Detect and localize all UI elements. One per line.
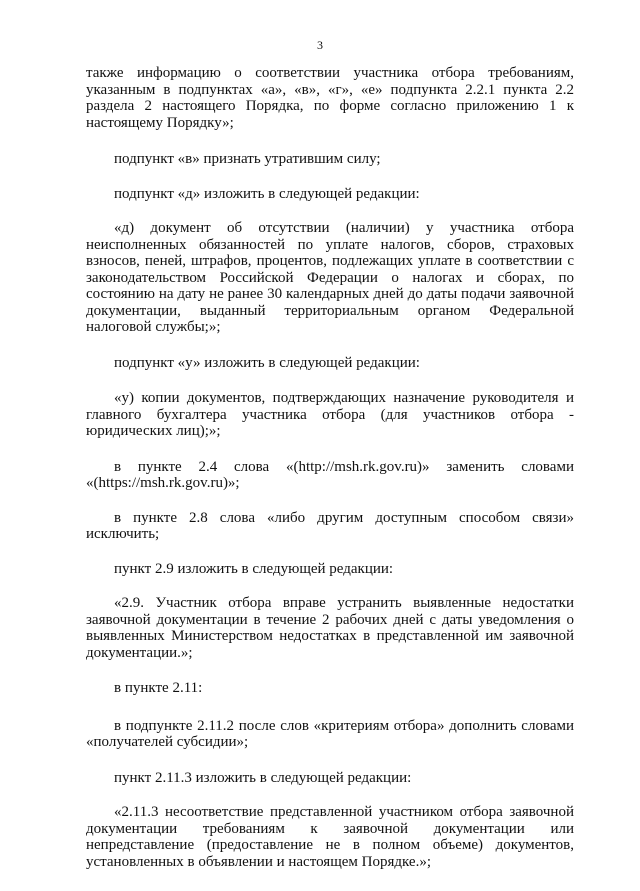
- paragraph-item-2-9-text: «2.9. Участник отбора вправе устранить выявленные недостатки заявочной документации в течение 2 рабочих дней с даты уведомления о выявленных Министерством недостатках в представленной им заявочной документации.»;: [86, 595, 574, 661]
- document-body: [86, 65, 574, 870]
- paragraph-continuation: также информацию о соответствии участника отбора требованиям, указанным в подпунктах «а», «в», «г», «е» подпункта 2.2.1 пункта 2.2 раздела 2 настоящего Порядка, по форме согласно приложению 1 к настоящему Порядку»;: [86, 65, 574, 131]
- paragraph-subitem-2-11-2: в подпункте 2.11.2 после слов «критериям отбора» дополнить словами «получателей субсидии»;: [86, 717, 574, 750]
- paragraph-item-2-8: в пункте 2.8 слова «либо другим доступным способом связи» исключить;: [86, 509, 574, 542]
- paragraph-subitem-2-11-3-intro: пункт 2.11.3 изложить в следующей редакции:: [114, 769, 412, 786]
- paragraph-item-2-9-intro: пункт 2.9 изложить в следующей редакции:: [114, 560, 394, 577]
- paragraph-subitem-d-text: «д) документ об отсутствии (наличии) у участника отбора неисполненных обязанностей по уплате налогов, сборов, страховых взносов, пеней, штрафов, процентов, подлежащих уплате в соответствии с законодательством Российской Федерации о налогах и сборах, по состоянию на дату не ранее 30 календарных дней до даты подачи заявочной документации, выданный территориальным органом Федеральной налоговой службы;»;: [86, 220, 574, 335]
- paragraph-item-2-4: в пункте 2.4 слова «(http://msh.rk.gov.ru)» заменить словами «(https://msh.rk.gov.ru)»;: [86, 458, 574, 491]
- page-number: 3: [317, 38, 323, 52]
- paragraph-subitem-u-intro: подпункт «у» изложить в следующей редакции:: [114, 354, 420, 371]
- paragraph-subitem-v: подпункт «в» признать утратившим силу;: [114, 151, 381, 167]
- paragraph-subitem-d-intro: подпункт «д» изложить в следующей редакции:: [114, 185, 420, 202]
- paragraph-item-2-11: в пункте 2.11:: [114, 680, 203, 696]
- paragraph-subitem-2-11-3-text: «2.11.3 несоответствие представленной участником отбора заявочной документации требованиям к заявочной документации или непредставление (предоставление не в полном объеме) документов, установленных в объявлении и настоящем Порядке.»;: [86, 804, 574, 870]
- paragraph-subitem-u-text: «у) копии документов, подтверждающих назначение руководителя и главного бухгалтера участника отбора (для участников отбора - юридических лиц);»;: [86, 390, 574, 439]
